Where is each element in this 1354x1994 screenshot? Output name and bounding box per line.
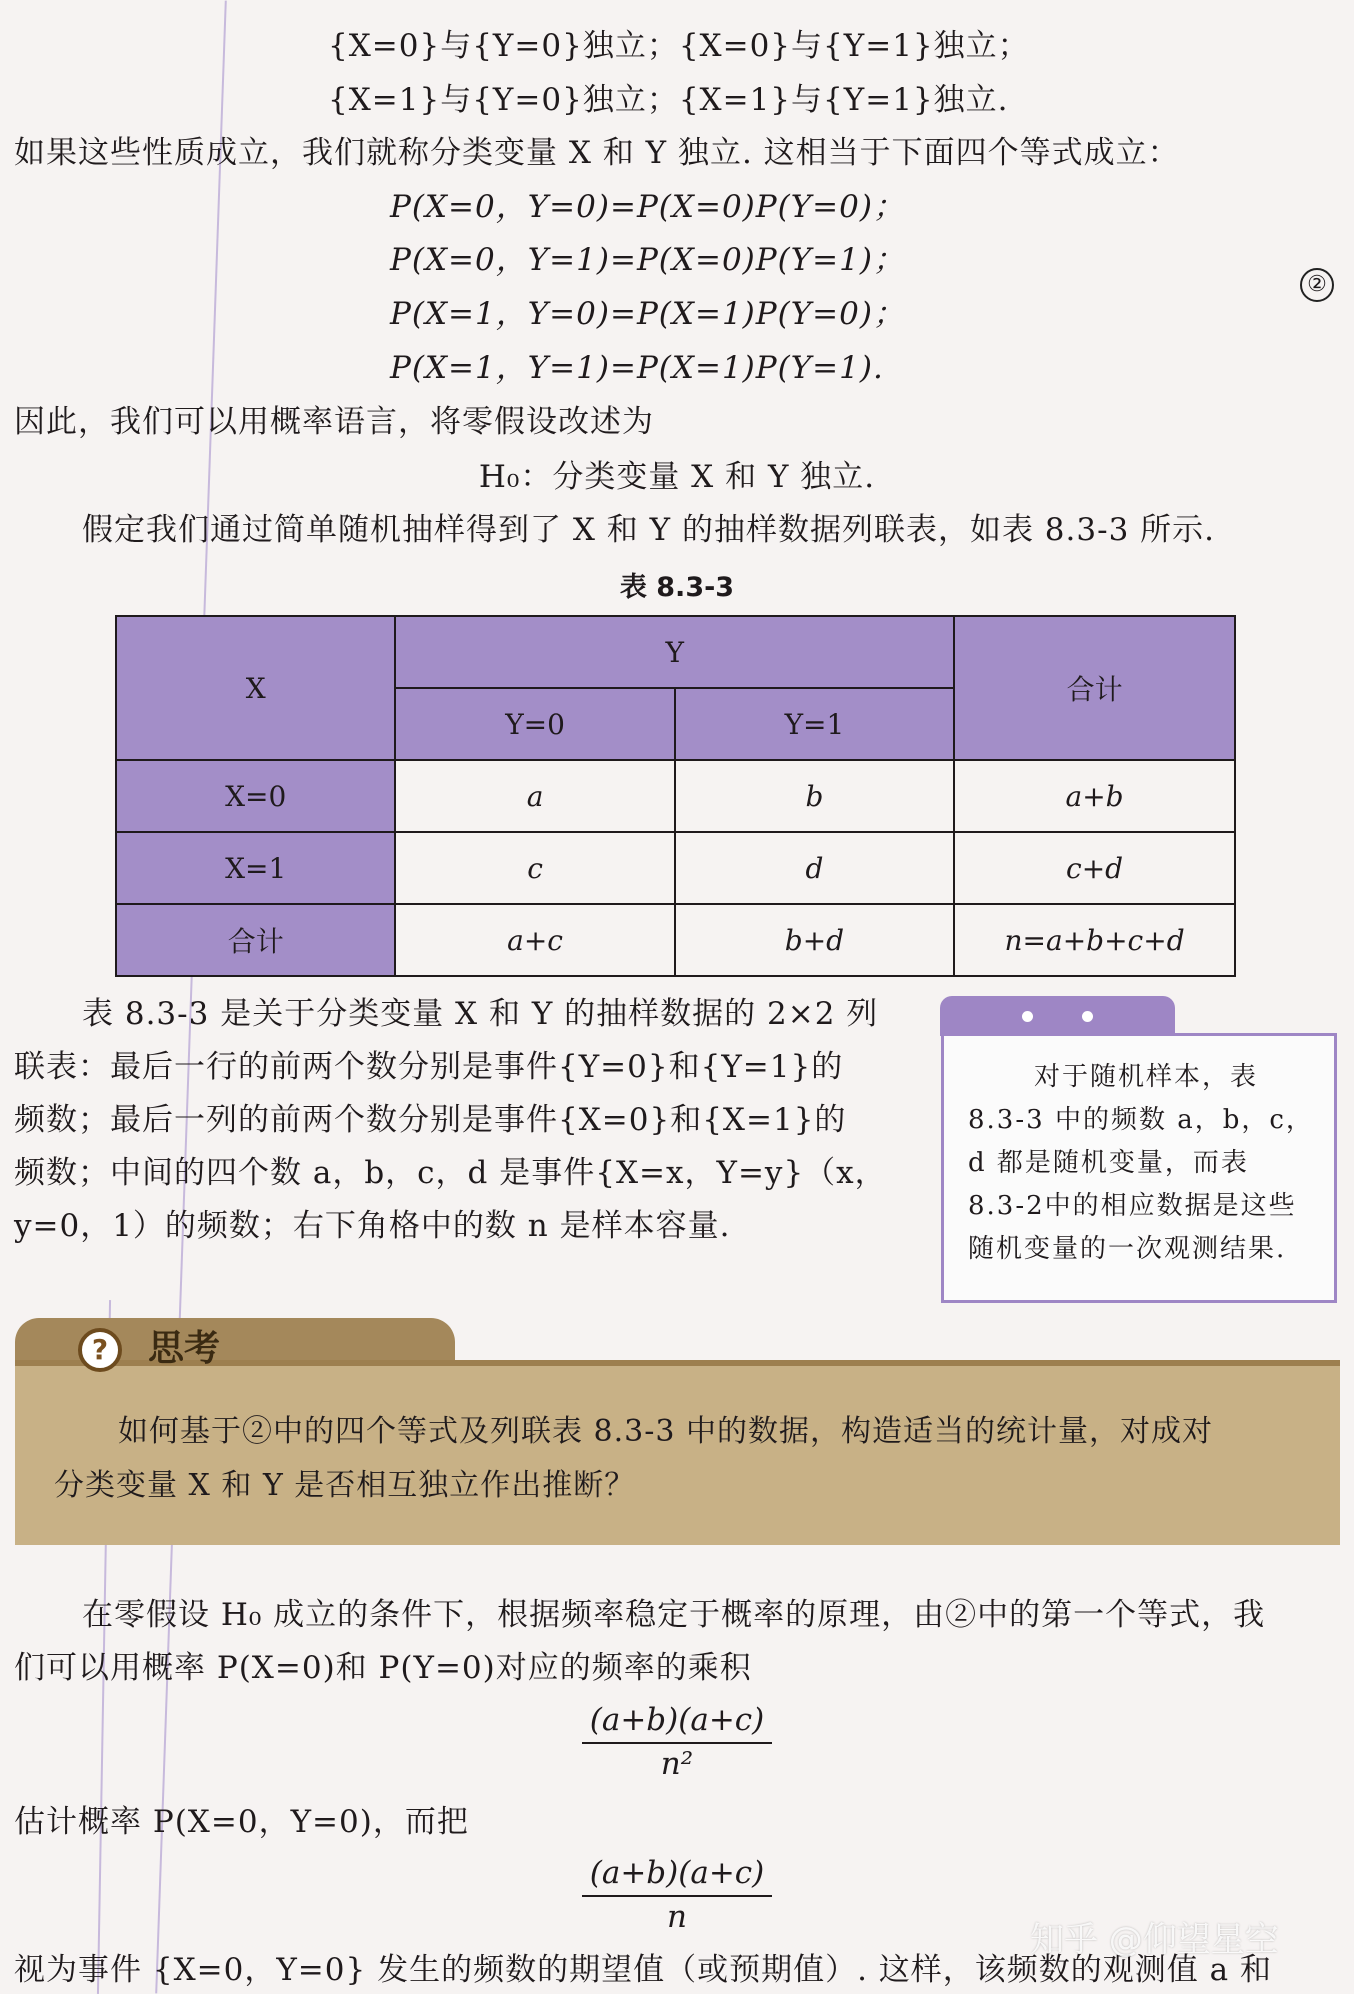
contingency-table xyxy=(115,615,1236,977)
table-cell: a+c xyxy=(395,904,674,976)
think-title: 思考 xyxy=(148,1328,221,1369)
fraction xyxy=(0,1700,1354,1784)
table-title: 表 8.3-3 xyxy=(619,572,735,603)
text-line: 表 8.3-3 是关于分类变量 X 和 Y 的抽样数据的 2×2 列 xyxy=(82,996,879,1032)
text-line: 频数；中间的四个数 a，b，c，d 是事件{X=x，Y=y}（x， xyxy=(14,1155,887,1191)
table-cell: c+d xyxy=(954,832,1235,904)
equation: P(X=1，Y=0)=P(X=1)P(Y=0)； xyxy=(390,296,905,332)
header-total: 合计 xyxy=(954,616,1235,760)
table-row xyxy=(116,904,1235,976)
table-cell: b xyxy=(675,760,954,832)
text-line: 在零假设 H₀ 成立的条件下，根据频率稳定于概率的原理，由②中的第一个等式，我 xyxy=(82,1597,1266,1633)
aside-line: d 都是随机变量，而表 xyxy=(968,1148,1249,1178)
equation: P(X=0，Y=0)=P(X=0)P(Y=0)； xyxy=(390,189,905,225)
aside-line: 8.3-2中的相应数据是这些 xyxy=(968,1191,1297,1221)
aside-line: 随机变量的一次观测结果. xyxy=(968,1234,1287,1264)
text-line: 估计概率 P(X=0，Y=0)，而把 xyxy=(14,1804,469,1840)
fraction-denominator: n² xyxy=(660,1746,694,1782)
equation-number: ② xyxy=(1300,268,1334,302)
table-cell: b+d xyxy=(675,904,954,976)
table-cell: a xyxy=(395,760,674,832)
text-line: 因此，我们可以用概率语言，将零假设改述为 xyxy=(14,404,654,440)
header-y: Y xyxy=(395,616,954,688)
text-line: 如果这些性质成立，我们就称分类变量 X 和 Y 独立. 这相当于下面四个等式成立： xyxy=(14,135,1180,171)
text-line: y=0，1）的频数；右下角格中的数 n 是样本容量. xyxy=(14,1208,731,1244)
table-row xyxy=(116,760,1235,832)
row-label: X=1 xyxy=(116,832,395,904)
text-line: 们可以用概率 P(X=0)和 P(Y=0)对应的频率的乘积 xyxy=(14,1650,752,1686)
fraction-numerator: (a+b)(a+c) xyxy=(582,1700,773,1744)
watermark: 知乎 @仰望星空 xyxy=(1030,1920,1279,1960)
text-line: 联表：最后一行的前两个数分别是事件{Y=0}和{Y=1}的 xyxy=(14,1049,844,1085)
row-label: 合计 xyxy=(116,904,395,976)
question-icon: ? xyxy=(78,1328,122,1372)
think-line: 如何基于②中的四个等式及列联表 8.3-3 中的数据，构造适当的统计量，对成对 xyxy=(118,1414,1214,1449)
text-line: 视为事件 {X=0，Y=0} 发生的频数的期望值（或预期值）. 这样，该频数的观测值 a 和 xyxy=(14,1952,1272,1988)
aside-tab xyxy=(940,996,1175,1036)
equation: P(X=0，Y=1)=P(X=0)P(Y=1)； xyxy=(390,242,905,278)
table-cell: c xyxy=(395,832,674,904)
text-line: 频数；最后一列的前两个数分别是事件{X=0}和{X=1}的 xyxy=(14,1102,847,1138)
fraction-numerator: (a+b)(a+c) xyxy=(582,1853,773,1897)
text-line: {X=1}与{Y=0}独立；{X=1}与{Y=1}独立. xyxy=(328,82,1009,118)
row-label: X=0 xyxy=(116,760,395,832)
text-line: 假定我们通过简单随机抽样得到了 X 和 Y 的抽样数据列联表，如表 8.3-3 所示. xyxy=(82,512,1216,548)
think-line: 分类变量 X 和 Y 是否相互独立作出推断？ xyxy=(54,1468,636,1503)
table-cell: a+b xyxy=(954,760,1235,832)
table-row xyxy=(116,832,1235,904)
text-line: {X=0}与{Y=0}独立；{X=0}与{Y=1}独立； xyxy=(328,28,1030,64)
fraction-denominator: n xyxy=(667,1899,687,1935)
table-cell: n=a+b+c+d xyxy=(954,904,1235,976)
aside-line: 8.3-3 中的频数 a，b，c， xyxy=(968,1105,1314,1135)
equation: P(X=1，Y=1)=P(X=1)P(Y=1). xyxy=(390,350,884,386)
header-y1: Y=1 xyxy=(675,688,954,760)
header-y0: Y=0 xyxy=(395,688,674,760)
hypothesis: H₀：分类变量 X 和 Y 独立. xyxy=(478,459,876,495)
table-cell: d xyxy=(675,832,954,904)
header-x: X xyxy=(116,616,395,760)
think-box xyxy=(15,1360,1340,1545)
aside-note xyxy=(941,1033,1337,1303)
aside-line: 对于随机样本，表 xyxy=(1034,1062,1259,1092)
